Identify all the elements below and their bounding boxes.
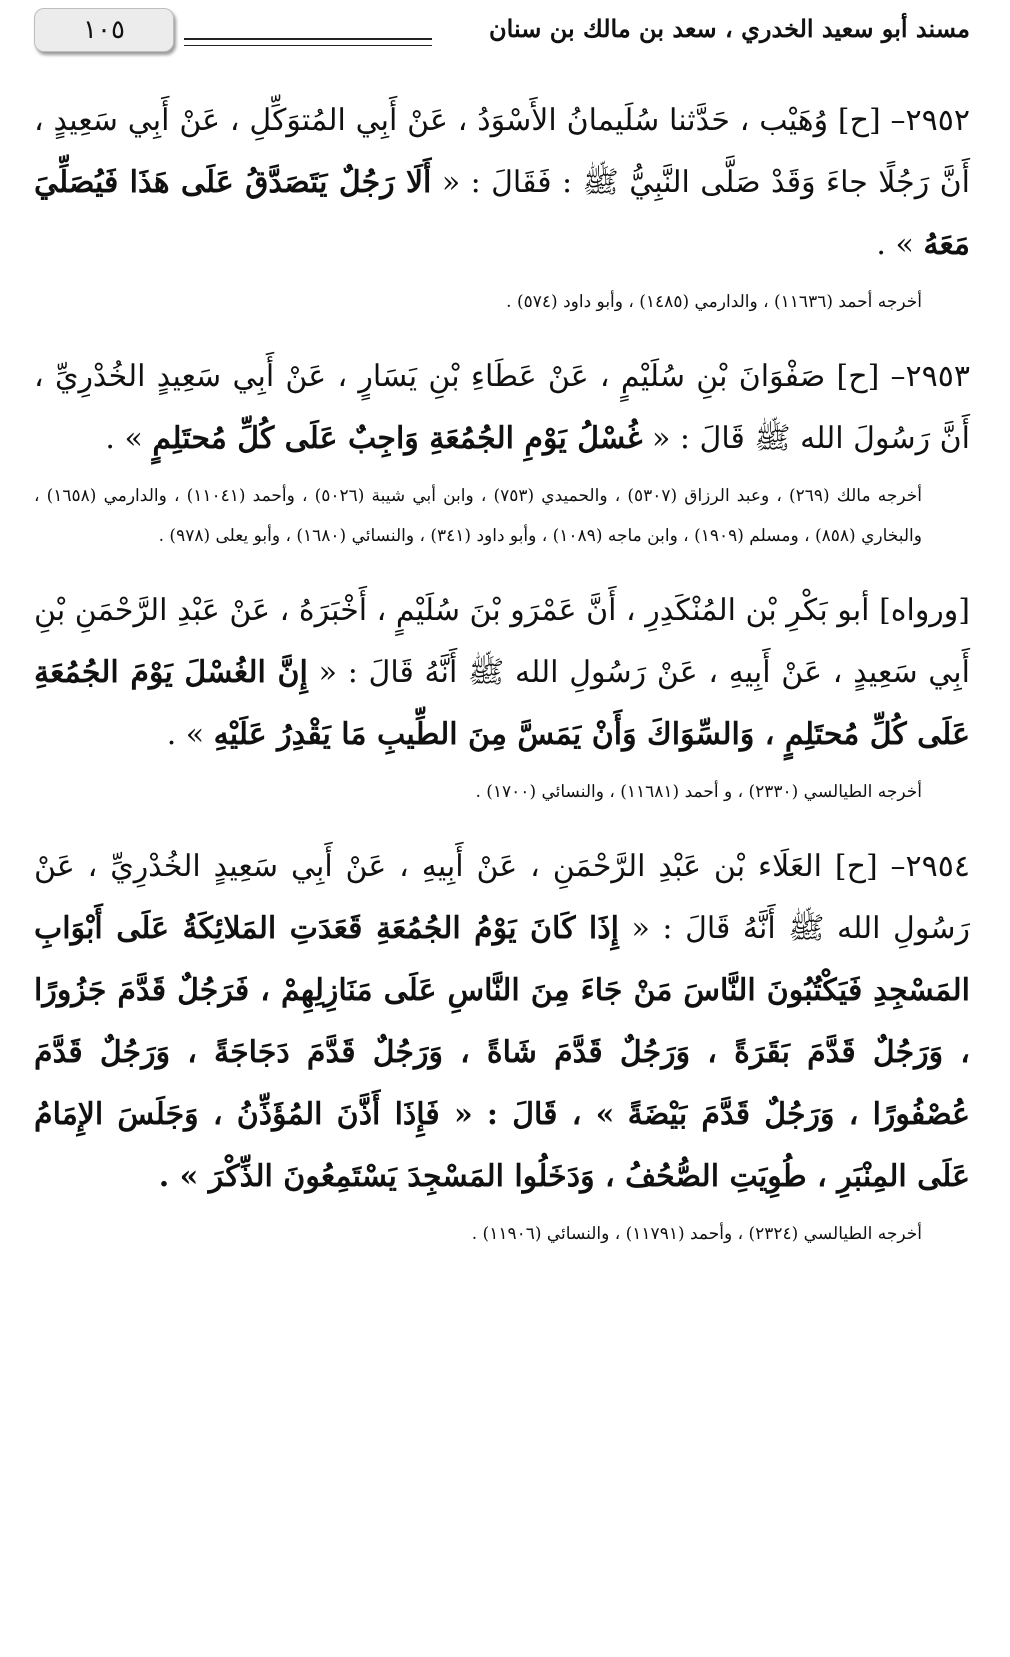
- running-title: مسند أبو سعيد الخدري ، سعد بن مالك بن سنان: [489, 14, 970, 43]
- hadith-end: » ، قَالَ : « فَإِذَا أَذَّنَ المُؤَذِّنُ ، وَجَلَسَ الإِمَامُ عَلَى المِنْبَرِ ، طُوِيَتِ الصُّحُفُ ، وَدَخَلُوا المَسْجِدَ يَسْتَمِعُونَ الذِّكْرَ » .: [34, 1097, 970, 1194]
- takhrij-note: أخرجه الطيالسي (٢٣٣٠) ، و أحمد (١١٦٨١) ، والنسائي (١٧٠٠) .: [475, 782, 922, 802]
- hadith-text: إِنَّ الغُسْلَ يَوْمَ الجُمُعَةِ عَلَى كُلِّ مُحتَلِمٍ ، وَالسِّوَاكَ وَأَنْ يَمَسَّ مِنَ الطِّيبِ مَا يَقْدِرُ عَلَيْهِ: [34, 655, 970, 752]
- hadith-chain: – [ح] صَفْوَانَ بْنِ سُلَيْمٍ ، عَنْ عَطَاءِ بْنِ يَسَارٍ ، عَنْ أَبِي سَعِيدٍ الخُدْرِيِّ ، أَنَّ رَسُولَ الله ﷺ قَالَ : «: [34, 359, 970, 456]
- hadith-number: ٢٩٥٤: [905, 849, 970, 884]
- takhrij-note: أخرجه الطيالسي (٢٣٢٤) ، وأحمد (١١٧٩١) ، والنسائي (١١٩٠٦) .: [471, 1224, 922, 1244]
- page-number: ١٠٥: [34, 8, 174, 52]
- hadith-end: » .: [166, 717, 205, 752]
- page-content: [34, 90, 970, 1278]
- hadith-end: » .: [105, 421, 143, 456]
- hadith-2953: [34, 346, 970, 470]
- hadith-chain: – [ح] العَلَاء بْن عَبْدِ الرَّحْمَنِ ، عَنْ أَبِيهِ ، عَنْ أَبِي سَعِيدٍ الخُدْرِيِّ ، عَنْ رَسُولِ الله ﷺ أَنَّهُ قَالَ : «: [34, 849, 970, 946]
- hadith-text: أَلَا رَجُلٌ يَتَصَدَّقُ عَلَى هَذَا فَيُصَلِّيَ مَعَهُ: [34, 165, 970, 262]
- hadith-variant: [34, 580, 970, 766]
- hadith-chain: – [ح] وُهَيْب ، حَدَّثنا سُلَيمانُ الأَسْوَدُ ، عَنْ أَبِي المُتوَكِّلِ ، عَنْ أَبِي سَعِيدٍ ، أَنَّ رَجُلًا جاءَ وَقَدْ صَلَّى النَّبِيُّ ﷺ : فَقَالَ : «: [34, 103, 970, 200]
- hadith-2952: [34, 90, 970, 276]
- hadith-2954: [34, 836, 970, 1208]
- takhrij-note: أخرجه أحمد (١١٦٣٦) ، والدارمي (١٤٨٥) ، وأبو داود (٥٧٤) .: [506, 292, 922, 312]
- hadith-text: إِذَا كَانَ يَوْمُ الجُمُعَةِ قَعَدَتِ المَلائِكَةُ عَلَى أَبْوَابِ المَسْجِدِ فَيَكْتُبُونَ النَّاسَ مَنْ جَاءَ مِنَ النَّاسِ عَلَى مَنَازِلِهِمْ ، فَرَجُلٌ قَدَّمَ جَزُورًا ، وَرَجُلٌ قَدَّمَ بَقَرَةً ، وَرَجُلٌ قَدَّمَ شَاةً ، وَرَجُلٌ قَدَّمَ دَجَاجَةً ، وَرَجُلٌ قَدَّمَ عُصْفُورًا ، وَرَجُلٌ قَدَّمَ بَيْضَةً: [34, 911, 971, 1132]
- page-header: [34, 8, 970, 54]
- hadith-number: ٢٩٥٢: [905, 103, 970, 138]
- hadith-end: » .: [876, 227, 914, 262]
- takhrij-note: أخرجه مالك (٢٦٩) ، وعبد الرزاق (٥٣٠٧) ، والحميدي (٧٥٣) ، وابن أبي شيبة (٥٠٢٦) ، وأحمد (١١٠٤١) ، والدارمي (١٦٥٨) ، والبخاري (٨٥٨) ، ومسلم (١٩٠٩) ، وابن ماجه (١٠٨٩) ، وأبو داود (٣٤١) ، والنسائي (١٦٨٠) ، وأبو يعلى (٩٧٨) .: [34, 486, 922, 546]
- hadith-chain: [ورواه] أبو بَكْرِ بْن المُنْكَدِرِ ، أَنَّ عَمْرَو بْنَ سُلَيْمٍ ، أَخْبَرَهُ ، عَنْ عَبْدِ الرَّحْمَنِ بْنِ أَبِي سَعِيدٍ ، عَنْ أَبِيهِ ، عَنْ رَسُولِ الله ﷺ أَنَّهُ قَالَ : «: [34, 593, 970, 690]
- hadith-text: غُسْلُ يَوْمِ الجُمُعَةِ وَاجِبٌ عَلَى كُلِّ مُحتَلِمٍ: [152, 421, 643, 456]
- header-rule: [184, 38, 432, 46]
- hadith-number: ٢٩٥٣: [905, 359, 970, 394]
